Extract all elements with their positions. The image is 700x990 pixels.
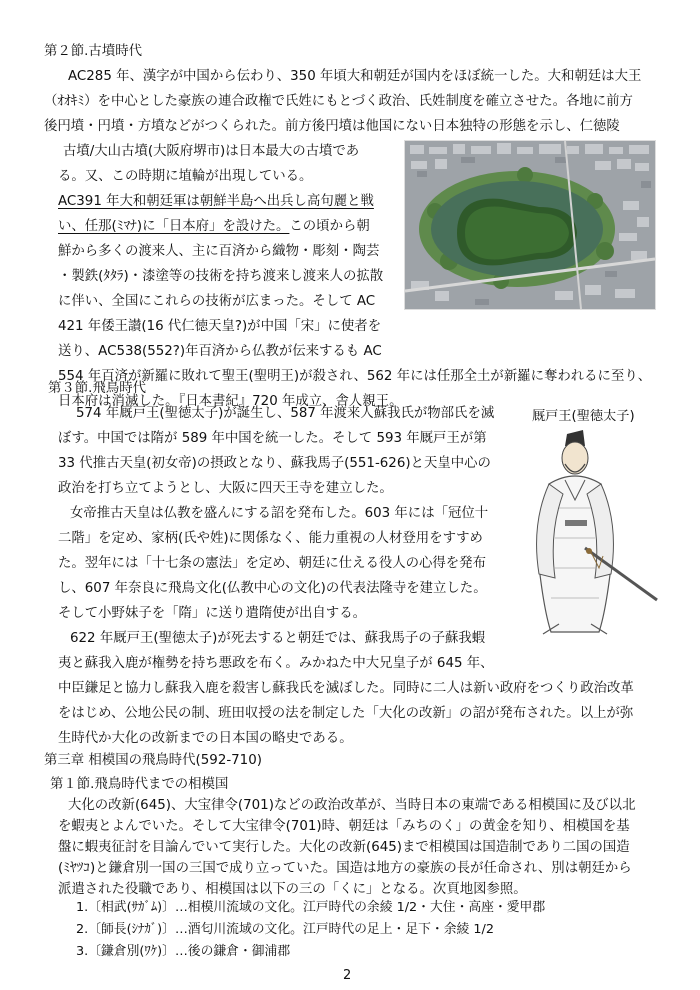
shotoku-taishi-portrait-icon	[525, 428, 665, 638]
paragraph-text: この頃から朝	[289, 219, 370, 234]
paragraph-line: 中臣鎌足と協力し蘇我入鹿を殺害し蘇我氏を滅ぼした。同時に二人は新い政府をつくり政治改革	[58, 681, 634, 696]
list-item: 2.〔師長(ｼﾅｶﾞ)〕…酒匂川流域の文化。江戸時代の足上・足下・余綾 1/2	[76, 922, 494, 937]
paragraph-line: 盤に蝦夷征討を目論んでいて実行した。大化の改新(645)まで相模国は国造制であり二国の国造	[58, 840, 630, 855]
section-2-heading: 第２節.古墳時代	[44, 44, 142, 59]
underlined-text: い、任那(ﾐﾏﾅ)に「日本府」を設けた。	[58, 219, 290, 234]
paragraph-line: 送り、AC538(552?)年百済から仏教が伝来するも AC	[58, 344, 382, 359]
paragraph-line: 夷と蘇我入鹿が権勢を持ち悪政を布く。みかねた中大兄皇子が 645 年、	[58, 656, 494, 671]
list-item: 3.〔鎌倉別(ﾜｹ)〕…後の鎌倉・御浦郡	[76, 944, 291, 959]
paragraph-line: に伴い、全国にこれらの技術が広まった。そして AC	[58, 294, 376, 309]
paragraph-line: （ｵｵｷﾐ）を中心とした豪族の連合政権で氏姓にもとづく政治、氏姓制度を確立させた。各地に前方	[44, 94, 633, 109]
list-item: 1.〔相武(ｻｶﾞﾑ)〕…相模川流域の文化。江戸時代の余綾 1/2・大住・高座・愛甲郡	[76, 900, 546, 915]
paragraph-line: ・製鉄(ﾀﾀﾗ)・漆塗等の技術を持ち渡来し渡来人の拡散	[58, 269, 384, 284]
paragraph-line: (ﾐﾔﾂｺ)と鎌倉別一国の三国で成り立っていた。国造は地方の豪族の長が任命され、別は朝廷から	[58, 861, 632, 876]
paragraph-line: 鮮から多くの渡来人、主に百済から織物・彫刻・陶芸	[58, 244, 380, 259]
section-3-heading: 第３節.飛鳥時代	[48, 381, 146, 396]
paragraph-line: た。翌年には「十七条の憲法」を定め、朝廷に仕える役人の心得を発布	[58, 556, 486, 571]
paragraph-line: 古墳/大山古墳(大阪府堺市)は日本最大の古墳であ	[63, 144, 360, 159]
paragraph-line: 後円墳・円墳・方墳などがつくられた。前方後円墳は他国にない日本独特の形態を示し、仁徳陵	[44, 119, 620, 134]
chapter-3-subheading: 第１節.飛鳥時代までの相模国	[50, 777, 229, 792]
paragraph-line: 421 年倭王讃(16 代仁徳天皇?)が中国「宋」に使者を	[58, 319, 382, 334]
paragraph-line: し、607 年奈良に飛鳥文化(仏教中心の文化)の代表法隆寺を建立した。	[58, 581, 487, 596]
paragraph-line: AC285 年、漢字が中国から伝わり、350 年頃大和朝廷が国内をほぼ統一した。大和朝廷は大王	[68, 69, 642, 84]
paragraph-line: る。又、この時期に埴輪が出現している。	[58, 169, 313, 184]
portrait-caption: 厩戸王(聖徳太子)	[532, 409, 635, 424]
paragraph-line: を蝦夷とよんでいた。そして大宝律令(701)時、朝廷は「みちのく」の黄金を知り、相模国を基	[58, 819, 630, 834]
paragraph-line: 女帝推古天皇は仏教を盛んにする詔を発布した。603 年には「冠位十	[70, 506, 489, 521]
chapter-3-heading: 第三章 相模国の飛鳥時代(592-710)	[44, 753, 262, 768]
underlined-line: AC391 年大和朝廷軍は朝鮮半島へ出兵し高句麗と戦	[58, 194, 374, 209]
kofun-aerial-photo-icon	[404, 140, 656, 310]
paragraph-line: 派遣された役職であり、相模国は以下の三の「くに」となる。次頁地図参照。	[58, 882, 527, 897]
paragraph-line: ぼす。中国では隋が 589 年中国を統一した。そして 593 年厩戸王が第	[58, 431, 487, 446]
paragraph-line: 政治を打ち立てようとし、大阪に四天王寺を建立した。	[58, 481, 393, 496]
paragraph-line: そして小野妹子を「隋」に送り遣隋使が出自する。	[58, 606, 366, 621]
paragraph-line: 生時代か大化の改新までの日本国の略史である。	[58, 731, 353, 746]
paragraph-line: 大化の改新(645)、大宝律令(701)などの政治改革が、当時日本の東端である相模国に及び以北	[68, 798, 636, 813]
paragraph-line: 574 年厩戸王(聖徳太子)が誕生し、587 年渡来人蘇我氏が物部氏を滅	[76, 406, 495, 421]
paragraph-line: 622 年厩戸王(聖徳太子)が死去すると朝廷では、蘇我馬子の子蘇我蝦	[70, 631, 486, 646]
paragraph-line: 554 年百済が新羅に敗れて聖王(聖明王)が殺され、562 年には任那全土が新羅に奪われるに至り、	[58, 369, 652, 384]
paragraph-line	[58, 218, 370, 236]
paragraph-line: 33 代推古天皇(初女帝)の摂政となり、蘇我馬子(551-626)と天皇中心の	[58, 456, 491, 471]
paragraph-line: をはじめ、公地公民の制、班田収授の法を制定した「大化の改新」の詔が発布された。以上が弥	[58, 706, 634, 721]
paragraph-line: 日本府は消滅した。『日本書紀』720 年成立、舎人親王。	[58, 394, 403, 409]
page-number: 2	[343, 968, 352, 983]
paragraph-line: 二階」を定め、家柄(氏や姓)に関係なく、能力重視の人材登用をすすめ	[58, 531, 483, 546]
